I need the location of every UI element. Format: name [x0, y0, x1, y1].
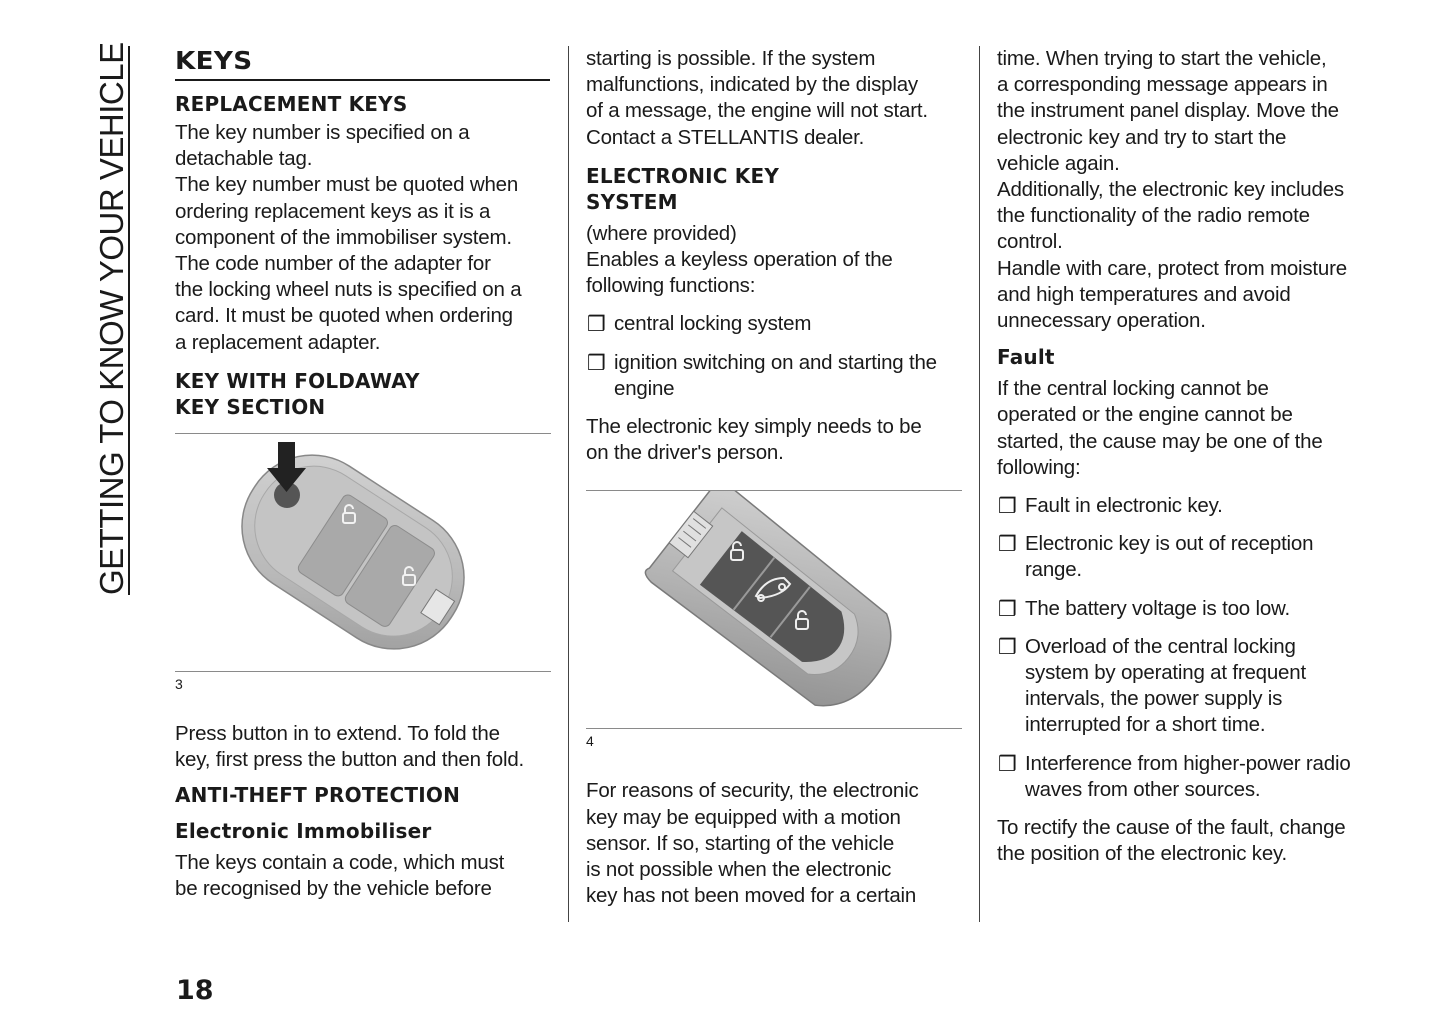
list-item	[997, 596, 1377, 622]
electronic-key-continued-text	[997, 46, 1377, 334]
foldaway-text	[175, 721, 553, 773]
text-line: a replacement adapter.	[175, 330, 381, 354]
text-line: The electronic key simply needs to be	[586, 415, 922, 439]
smart-key-fob-illustration-icon	[586, 491, 962, 721]
column-1	[175, 46, 553, 903]
fault-causes-list	[997, 493, 1377, 803]
text-line: malfunctions, indicated by the display	[586, 73, 918, 97]
heading-line: ELECTRONIC KEY	[586, 163, 780, 188]
square-bullet-icon: ❒	[587, 312, 606, 337]
fault-intro-text	[997, 376, 1377, 481]
text-line: Enables a keyless operation of the	[586, 248, 893, 272]
figure-number: 3	[175, 675, 183, 692]
replacement-keys-text	[175, 120, 553, 356]
text-line: If the central locking cannot be	[997, 377, 1269, 401]
text-line: electronic key and try to start the	[997, 125, 1287, 149]
list-item	[997, 751, 1377, 803]
square-bullet-icon: ❒	[998, 596, 1017, 621]
text-line: For reasons of security, the electronic	[586, 779, 919, 803]
text-line: Contact a STELLANTIS dealer.	[586, 125, 865, 149]
text-line: (where provided)	[586, 221, 737, 245]
fault-remedy-text	[997, 815, 1377, 867]
text-line: To rectify the cause of the fault, change	[997, 816, 1346, 840]
text-line: control.	[997, 230, 1063, 254]
electronic-key-intro	[586, 221, 966, 300]
text-line: is not possible when the electronic	[586, 858, 892, 882]
list-item	[997, 634, 1377, 739]
electronic-key-person-text	[586, 414, 966, 466]
text-line: The key number must be quoted when	[175, 173, 519, 197]
section-title-keys: KEYS	[175, 46, 253, 75]
text-line: starting is possible. If the system	[586, 47, 876, 70]
text-line: be recognised by the vehicle before	[175, 877, 492, 901]
text-line: vehicle again.	[997, 151, 1120, 175]
list-item	[997, 493, 1377, 519]
list-item-text: The battery voltage is too low.	[1025, 596, 1291, 620]
text-line: the functionality of the radio remote	[997, 204, 1310, 228]
page-number: 18	[176, 975, 214, 1006]
text-line: The code number of the adapter for	[175, 252, 491, 276]
text-line: a corresponding message appears in	[997, 73, 1328, 97]
text-line: Press button in to extend. To fold the	[175, 721, 500, 745]
text-line: unnecessary operation.	[997, 309, 1206, 333]
list-item-text: Fault in electronic key.	[1025, 494, 1223, 518]
list-item	[586, 311, 966, 337]
square-bullet-icon: ❒	[998, 634, 1017, 659]
text-line: key has not been moved for a certain	[586, 884, 917, 908]
heading-fault: Fault	[997, 345, 1055, 370]
keyless-functions-list	[586, 311, 966, 402]
column-2	[586, 46, 966, 909]
text-line: of a message, the engine will not start.	[586, 99, 928, 123]
text-line: following:	[997, 455, 1081, 479]
text-line: component of the immobiliser system.	[175, 225, 512, 249]
text-line: sensor. If so, starting of the vehicle	[586, 831, 895, 855]
immobiliser-continued-text	[586, 46, 966, 151]
heading-line: SYSTEM	[586, 189, 678, 214]
text-line: key, first press the button and then fold.	[175, 748, 525, 772]
motion-sensor-text	[586, 778, 966, 909]
heading-anti-theft: ANTI-THEFT PROTECTION	[175, 783, 461, 808]
column-divider-2	[979, 46, 980, 922]
list-item-text: Interference from higher-power radio waves from other sources.	[1025, 751, 1351, 801]
text-line: following functions:	[586, 274, 756, 298]
title-underline	[175, 79, 550, 81]
heading-electronic-key-system	[586, 163, 966, 215]
text-line: The key number is specified on a	[175, 121, 470, 144]
column-divider-1	[568, 46, 569, 922]
list-item	[586, 350, 966, 402]
square-bullet-icon: ❒	[998, 494, 1017, 519]
list-item-text: ignition switching on and starting the engine	[614, 350, 937, 400]
square-bullet-icon: ❒	[998, 532, 1017, 557]
figure-bottom-rule	[586, 728, 962, 729]
text-line: key may be equipped with a motion	[586, 805, 901, 829]
immobiliser-text	[175, 850, 553, 902]
text-line: operated or the engine cannot be	[997, 403, 1293, 427]
text-line: detachable tag.	[175, 147, 313, 171]
text-line: on the driver's person.	[586, 441, 784, 465]
chapter-side-title: GETTING TO KNOW YOUR VEHICLE	[93, 42, 130, 595]
figure-4	[586, 491, 966, 728]
flip-key-illustration-icon	[175, 434, 551, 671]
text-line: the locking wheel nuts is specified on a	[175, 278, 522, 302]
text-line: and high temperatures and avoid	[997, 282, 1291, 306]
text-line: Handle with care, protect from moisture	[997, 256, 1347, 280]
list-item-text: central locking system	[614, 312, 812, 336]
heading-foldaway-key	[175, 368, 553, 420]
square-bullet-icon: ❒	[587, 350, 606, 375]
heading-line: KEY SECTION	[175, 394, 326, 419]
figure-3	[175, 434, 553, 671]
figure-number: 4	[586, 733, 594, 750]
text-line: the position of the electronic key.	[997, 842, 1288, 866]
column-3	[997, 46, 1377, 867]
text-line: time. When trying to start the vehicle,	[997, 47, 1327, 70]
text-line: Additionally, the electronic key includes	[997, 178, 1344, 202]
list-item-text: Electronic key is out of reception range.	[1025, 532, 1314, 582]
list-item-text: Overload of the central locking system by operating at frequent intervals, the power supply is interrupted for a short time.	[1025, 634, 1306, 737]
text-line: started, the cause may be one of the	[997, 429, 1323, 453]
text-line: card. It must be quoted when ordering	[175, 304, 513, 328]
subheading-electronic-immobiliser: Electronic Immobiliser	[175, 819, 432, 844]
text-line: the instrument panel display. Move the	[997, 99, 1339, 123]
text-line: The keys contain a code, which must	[175, 851, 505, 875]
heading-line: KEY WITH FOLDAWAY	[175, 368, 420, 393]
square-bullet-icon: ❒	[998, 751, 1017, 776]
heading-replacement-keys: REPLACEMENT KEYS	[175, 92, 408, 116]
list-item	[997, 531, 1377, 583]
text-line: ordering replacement keys as it is a	[175, 199, 491, 223]
